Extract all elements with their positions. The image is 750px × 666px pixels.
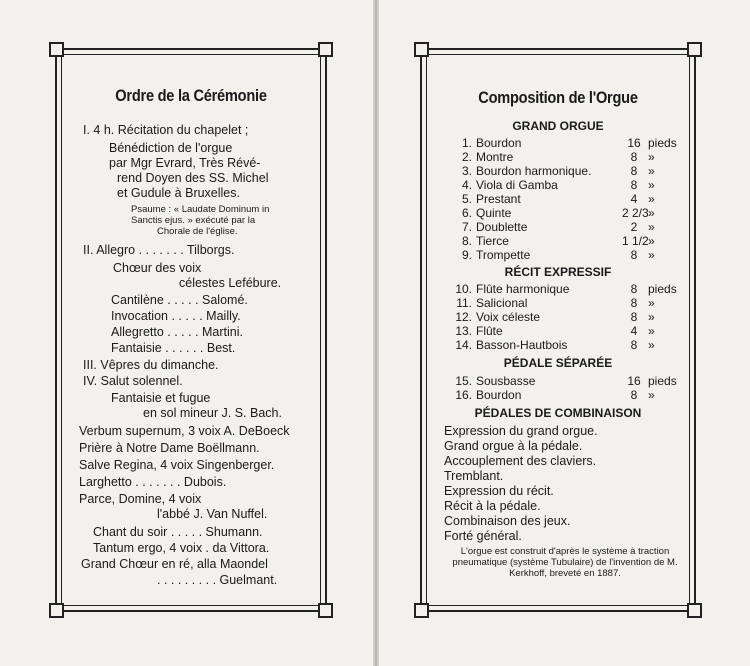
combinaison-item: Grand orgue à la pédale. [444, 439, 583, 453]
corner-ornament [414, 603, 429, 618]
organ-page [420, 48, 696, 612]
program-line: Chorale de l'église. [157, 226, 238, 237]
program-line: Grand Chœur en ré, alla Maondel [81, 557, 268, 571]
program-line: par Mgr Evrard, Très Révé- [109, 156, 261, 170]
program-line: Invocation . . . . . Mailly. [111, 309, 241, 323]
stop-row: 6. Quinte 2 2/3 » [461, 206, 655, 220]
program-line: Fantaisie . . . . . . Best. [111, 341, 236, 355]
program-line: en sol mineur J. S. Bach. [143, 406, 282, 420]
program-line: Bénédiction de l'orgue [109, 141, 233, 155]
stop-row: 16. Bourdon 8 » [455, 388, 655, 402]
stop-row: 13. Flûte 4 » [455, 324, 655, 338]
combinaison-item: Combinaison des jeux. [444, 514, 571, 528]
program-line: . . . . . . . . . Guelmant. [157, 573, 278, 587]
page-fold [373, 0, 379, 666]
stop-row: 8. Tierce 1 1/2 » [461, 234, 655, 248]
stop-row: 12. Voix céleste 8 » [455, 310, 655, 324]
corner-ornament [49, 603, 64, 618]
program-line: Verbum supernum, 3 voix A. DeBoeck [79, 424, 290, 438]
program-line: IV. Salut solennel. [83, 374, 183, 388]
stop-row: 10. Flûte harmonique 8 pieds [455, 282, 677, 296]
stop-row: 9. Trompette 8 » [461, 248, 655, 262]
stop-row: 2. Montre 8 » [461, 150, 655, 164]
ceremony-title: Ordre de la Cérémonie [115, 86, 267, 105]
stop-row: 4. Viola di Gamba 8 » [461, 178, 655, 192]
program-line: rend Doyen des SS. Michel [117, 171, 269, 185]
stop-row: 3. Bourdon harmonique. 8 » [461, 164, 655, 178]
program-line: Cantilène . . . . . Salomé. [111, 293, 248, 307]
stop-row: 7. Doublette 2 » [461, 220, 655, 234]
stop-row: 1. Bourdon 16 pieds [461, 136, 677, 150]
corner-ornament [687, 42, 702, 57]
program-line: Allegretto . . . . . Martini. [111, 325, 243, 339]
organ-note: L'orgue est construit d'après le système à traction pneumatique (système Tubulaire) de l'invention de M. Kerkhoff, breveté en 1887. [452, 546, 678, 579]
ceremony-page [55, 48, 327, 612]
program-line: Parce, Domine, 4 voix [79, 492, 202, 506]
program-line: Prière à Notre Dame Boëllmann. [79, 441, 260, 455]
program-line: II. Allegro . . . . . . . Tilborgs. [83, 243, 235, 257]
program-line: Psaume : « Laudate Dominum in [131, 204, 270, 215]
section-heading: GRAND ORGUE [512, 119, 604, 133]
section-heading: PÉDALES DE COMBINAISON [474, 406, 642, 420]
combinaison-item: Expression du récit. [444, 484, 554, 498]
combinaison-item: Tremblant. [444, 469, 504, 483]
program-line: I. 4 h. Récitation du chapelet ; [83, 123, 249, 137]
program-line: Chœur des voix [113, 261, 202, 275]
combinaison-item: Expression du grand orgue. [444, 424, 598, 438]
program-line: Larghetto . . . . . . . Dubois. [79, 475, 227, 489]
program-line: l'abbé J. Van Nuffel. [157, 507, 268, 521]
program-line: et Gudule à Bruxelles. [117, 186, 240, 200]
program-line: Fantaisie et fugue [111, 391, 211, 405]
stop-row: 5. Prestant 4 » [461, 192, 655, 206]
combinaison-item: Récit à la pédale. [444, 499, 541, 513]
program-line: célestes Lefébure. [179, 276, 282, 290]
stop-row: 11. Salicional 8 » [456, 296, 655, 310]
stop-row: 15. Sousbasse 16 pieds [455, 374, 677, 388]
corner-ornament [687, 603, 702, 618]
program-line: III. Vêpres du dimanche. [83, 358, 219, 372]
corner-ornament [414, 42, 429, 57]
combinaison-item: Accouplement des claviers. [444, 454, 597, 468]
combinaison-item: Forté général. [444, 529, 522, 543]
program-line: Salve Regina, 4 voix Singenberger. [79, 458, 275, 472]
corner-ornament [49, 42, 64, 57]
corner-ornament [318, 42, 333, 57]
corner-ornament [318, 603, 333, 618]
section-heading: RÉCIT EXPRESSIF [504, 265, 612, 279]
program-line: Chant du soir . . . . . Shumann. [93, 525, 263, 539]
stop-row: 14. Basson-Hautbois 8 » [455, 338, 655, 352]
organ-title: Composition de l'Orgue [478, 88, 638, 107]
program-line: Tantum ergo, 4 voix . da Vittora. [93, 541, 270, 555]
section-heading: PÉDALE SÉPARÉE [503, 356, 613, 370]
program-line: Sanctis ejus. » exécuté par la [131, 215, 256, 226]
